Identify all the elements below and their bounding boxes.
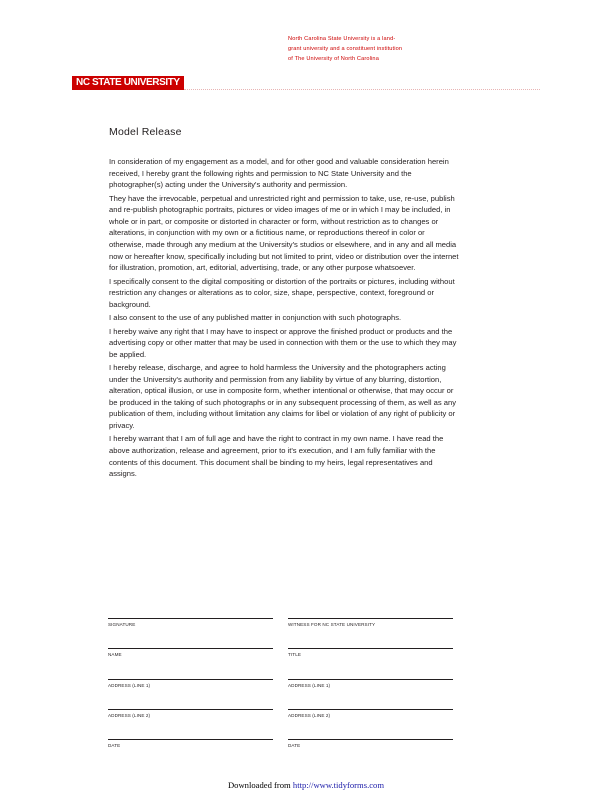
body-paragraph: I hereby waive any right that I may have to inspect or approve the finished product or products and the advertising copy or other matter that may be used in connection with them or the use to which they may be applied. [109,326,457,359]
address-line2-field[interactable] [108,709,273,718]
footer-prefix: Downloaded from [227,780,291,790]
witness-date-label: DATE [288,743,301,748]
tagline-line: North Carolina State University is a land- [288,36,396,42]
logo-text: NC STATE UNIVERSITY [76,77,180,88]
body-paragraph: I hereby warrant that I am of full age and have the right to contract in my own name. I have read the above authorization, release and agreement, prior to it's execution, and I am fully familiar with the contents of this document. This document shall be binding to my heirs, legal representatives and assigns. [109,434,444,479]
address-line1-label: ADDRESS (LINE 1) [108,683,151,688]
body-paragraph: They have the irrevocable, perpetual and unrestricted right and permission to take, use, re-use, publish and re-publish photographic portraits, pictures or video images of me or in which I may be included, in whole or in part, or composite or distorted in character or form, without restriction as to changes or alterations, in conjunction with my own or a fictitious name, or reproductions thereof in color or otherwise, made through any medium at the University's studios or elsewhere, and in any and all media now or hereafter know, specifically including but not limited to print, video or distribution over the internet for illustration, promotion, art, editorial, advertising, trade, or any other purpose whatsoever. [109,193,459,273]
tagline-line: of The University of North Carolina [288,56,379,62]
body-paragraph: In consideration of my engagement as a model, and for other good and valuable consideration herein received, I hereby grant the following rights and permission to NC State University and the photographer(s) acting under the University's authority and permission. [109,157,449,190]
signature-label: SIGNATURE [108,622,136,627]
signature-field[interactable] [108,618,273,627]
address-line1-field[interactable] [108,679,273,688]
body-paragraph: I specifically consent to the digital compositing or distortion of the portraits or pictures, including without restriction any changes or alterations as to color, size, shape, perspective, context, foreground or background. [109,276,455,309]
witness-field[interactable] [288,618,453,627]
witness-date-field[interactable] [288,739,453,748]
title-field[interactable] [288,648,453,657]
nc-state-logo [72,76,184,90]
body-paragraph: I also consent to the use of any published matter in conjunction with such photographs. [109,313,402,323]
witness-address-line2-field[interactable] [288,709,453,718]
title-label: TITLE [288,652,302,657]
witness-address-line2-label: ADDRESS (LINE 2) [288,713,331,718]
date-label: DATE [108,743,121,748]
witness-address-line1-label: ADDRESS (LINE 1) [288,683,331,688]
witness-address-line1-field[interactable] [288,679,453,688]
name-label: NAME [108,652,122,657]
university-tagline [288,34,488,64]
download-footer [0,780,612,790]
document-title: Model Release [109,126,182,138]
address-line2-label: ADDRESS (LINE 2) [108,713,151,718]
body-paragraph: I hereby release, discharge, and agree to hold harmless the University and the photographers acting under the University's authority and permission from any liability by virtue of any blurring, distortion, alteration, optical illusion, or use in composite form, whether intentional or otherwise, that may occur or be produced in the taking of such photographs or in any subsequent processing of them, as well as any publication of them, including without limitation any claims for libel or violation of any right of publicity or privacy. [109,363,456,431]
tagline-line: grant university and a constituent institution [288,46,403,52]
document-body [109,156,459,482]
header-rule [184,89,540,90]
date-field[interactable] [108,739,273,748]
name-field[interactable] [108,648,273,657]
witness-label: WITNESS FOR NC STATE UNIVERSITY [288,622,376,627]
footer-link[interactable]: http://www.tidyforms.com [292,780,385,790]
